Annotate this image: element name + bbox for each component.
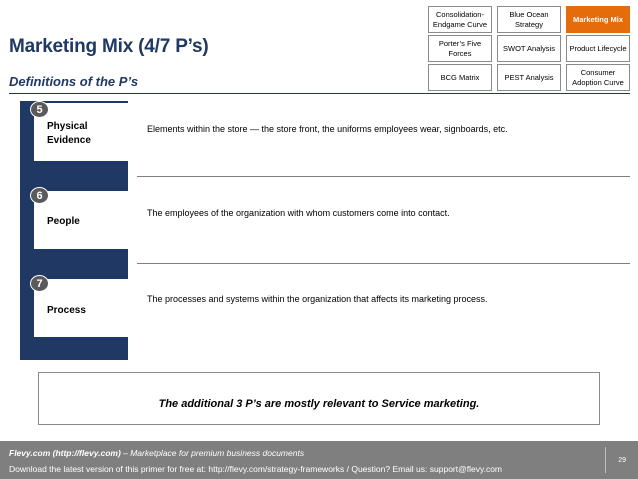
footer-bar bbox=[0, 441, 638, 479]
nav-marketing-mix[interactable]: Marketing Mix bbox=[566, 6, 630, 33]
p-label-line1: Physical bbox=[47, 121, 88, 132]
nav-swot-analysis[interactable]: SWOT Analysis bbox=[497, 35, 561, 62]
nav-product-lifecycle[interactable]: Product Lifecycle bbox=[566, 35, 630, 62]
footer-download-text[interactable]: Download the latest version of this primer for free at: http://flevy.com/strategy-frameworks / Question? Email us: support@flevy.com bbox=[9, 464, 503, 474]
p-label-line1: People bbox=[47, 216, 80, 227]
row-divider bbox=[137, 176, 630, 177]
row-divider bbox=[137, 263, 630, 264]
nav-consolidation-endgame-curve[interactable]: Consolidation-Endgame Curve bbox=[428, 6, 492, 33]
p-number-badge: 6 bbox=[30, 187, 49, 204]
summary-callout bbox=[38, 372, 600, 425]
nav-bcg-matrix[interactable]: BCG Matrix bbox=[428, 64, 492, 91]
footer-tagline: – Marketplace for premium business documents bbox=[120, 448, 305, 458]
nav-pest-analysis[interactable]: PEST Analysis bbox=[497, 64, 561, 91]
p-description: The employees of the organization with whom customers come into contact. bbox=[147, 208, 450, 218]
p-number-badge: 7 bbox=[30, 275, 49, 292]
footer-divider bbox=[605, 447, 606, 473]
p-label-process bbox=[34, 279, 137, 337]
p-label-people bbox=[34, 191, 137, 249]
p-number-badge: 5 bbox=[30, 101, 49, 118]
header-divider bbox=[9, 93, 630, 94]
nav-porters-five-forces[interactable]: Porter’s Five Forces bbox=[428, 35, 492, 62]
page-number: 29 bbox=[618, 457, 626, 464]
page-title: Marketing Mix (4/7 P’s) bbox=[9, 36, 209, 57]
p-label-line1: Process bbox=[47, 305, 86, 316]
footer-line1 bbox=[9, 448, 304, 458]
nav-blue-ocean-strategy[interactable]: Blue Ocean Strategy bbox=[497, 6, 561, 33]
p-label-line2: Evidence bbox=[47, 134, 91, 146]
p-label-physical-evidence bbox=[34, 103, 137, 161]
footer-site-link[interactable]: Flevy.com (http://flevy.com) bbox=[9, 448, 121, 458]
p-description: The processes and systems within the organization that affects its marketing process. bbox=[147, 294, 488, 304]
section-subtitle: Definitions of the P’s bbox=[9, 74, 139, 89]
p-description: Elements within the store — the store front, the uniforms employees wear, signboards, etc. bbox=[147, 124, 508, 134]
nav-consumer-adoption-curve[interactable]: Consumer Adoption Curve bbox=[566, 64, 630, 91]
callout-text: The additional 3 P’s are mostly relevant to Service marketing. bbox=[158, 398, 480, 410]
